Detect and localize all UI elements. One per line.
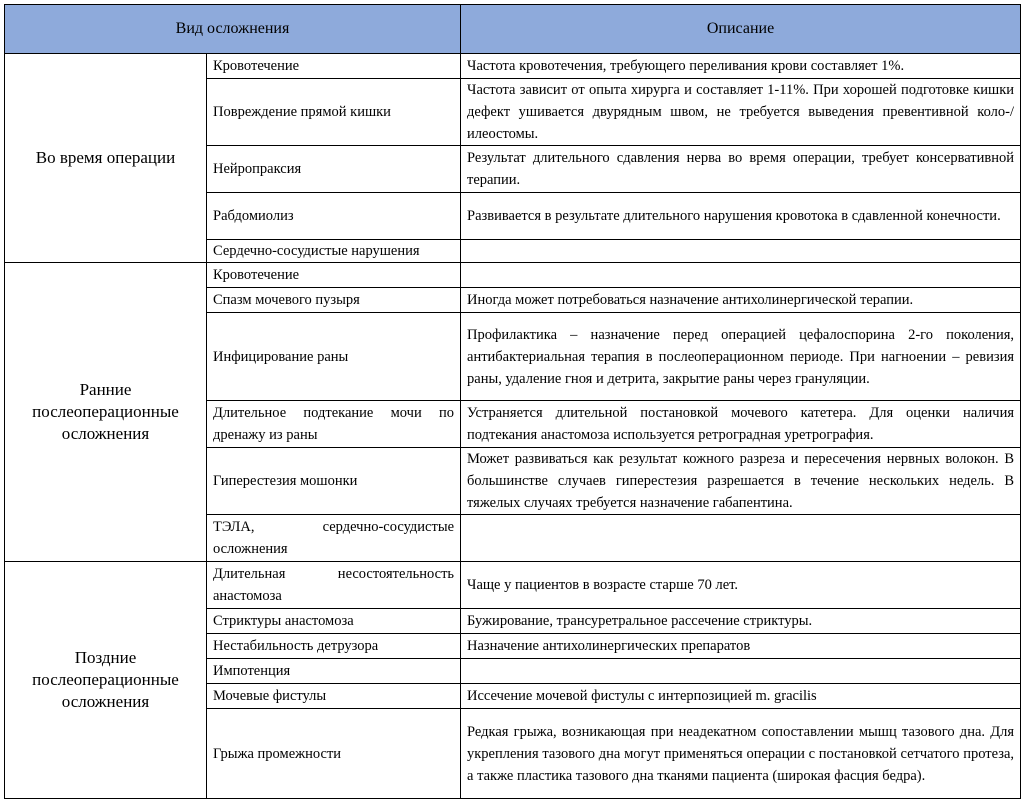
complication-type: Длительное подтекание мочи по дренажу из раны	[207, 401, 461, 448]
complications-table	[4, 4, 1021, 799]
complication-type: ТЭЛА, сердечно-сосудистые осложнения	[207, 515, 461, 562]
complication-description: Результат длительного сдавления нерва во время операции, требует консервативной терапии.	[461, 146, 1021, 193]
complication-type: Нейропраксия	[207, 146, 461, 193]
complication-type: Спазм мочевого пузыря	[207, 288, 461, 313]
header-row	[5, 5, 1021, 54]
complication-description: Развивается в результате длительного нарушения кровотока в сдавленной конечности.	[461, 193, 1021, 240]
group-title-early-postoperative: Ранние послеоперационные осложнения	[5, 263, 207, 562]
complication-description: Назначение антихолинергических препаратов	[461, 634, 1021, 659]
complication-description: Устраняется длительной постановкой мочевого катетера. Для оценки наличия подтекания анастомоза используется ретроградная уретрография.	[461, 401, 1021, 448]
table-row	[5, 562, 1021, 609]
complication-description: Может развиваться как результат кожного разреза и пересечения нервных волокон. В большинстве случаев гиперестезия разрешается в течение нескольких недель. В тяжелых случаях требуется назначение габапентина.	[461, 448, 1021, 515]
complication-type: Импотенция	[207, 659, 461, 684]
complication-description: Чаще у пациентов в возрасте старше 70 лет.	[461, 562, 1021, 609]
complication-description	[461, 515, 1021, 562]
complication-description: Иссечение мочевой фистулы с интерпозицией m. gracilis	[461, 684, 1021, 709]
header-description: Описание	[461, 5, 1021, 54]
complication-type: Длительная несостоятельность анастомоза	[207, 562, 461, 609]
complication-type: Рабдомиолиз	[207, 193, 461, 240]
complication-type: Грыжа промежности	[207, 709, 461, 799]
complication-description: Профилактика – назначение перед операцией цефалоспорина 2-го поколения, антибактериальная терапия в послеоперационном периоде. При нагноении – ревизия раны, удаление гноя и детрита, закрытие раны через грануляции.	[461, 313, 1021, 401]
complication-description: Иногда может потребоваться назначение антихолинергической терапии.	[461, 288, 1021, 313]
complication-type: Кровотечение	[207, 54, 461, 79]
complication-description	[461, 263, 1021, 288]
complication-type: Инфицирование раны	[207, 313, 461, 401]
complication-type: Стриктуры анастомоза	[207, 609, 461, 634]
table-row	[5, 54, 1021, 79]
complication-description: Частота кровотечения, требующего переливания крови составляет 1%.	[461, 54, 1021, 79]
complication-description: Частота зависит от опыта хирурга и составляет 1-11%. При хорошей подготовке кишки дефект ушивается двурядным швом, не требуется выведения превентивной коло-/илеостомы.	[461, 79, 1021, 146]
complication-description	[461, 659, 1021, 684]
complication-description	[461, 240, 1021, 263]
group-title-intraoperative: Во время операции	[5, 54, 207, 263]
complication-type: Повреждение прямой кишки	[207, 79, 461, 146]
complication-description: Бужирование, трансуретральное рассечение стриктуры.	[461, 609, 1021, 634]
complication-type: Кровотечение	[207, 263, 461, 288]
complication-type: Гиперестезия мошонки	[207, 448, 461, 515]
complication-description: Редкая грыжа, возникающая при неадекатном сопоставлении мышц тазового дна. Для укрепления тазового дна могут применяться операции с постановкой сетчатого протеза, а также пластика тазового дна тканями пациента (широкая фасция бедра).	[461, 709, 1021, 799]
complication-type: Сердечно-сосудистые нарушения	[207, 240, 461, 263]
complication-type: Нестабильность детрузора	[207, 634, 461, 659]
complication-type: Мочевые фистулы	[207, 684, 461, 709]
header-complication-type: Вид осложнения	[5, 5, 461, 54]
table-row	[5, 263, 1021, 288]
group-title-late-postoperative: Поздние послеоперационные осложнения	[5, 562, 207, 799]
